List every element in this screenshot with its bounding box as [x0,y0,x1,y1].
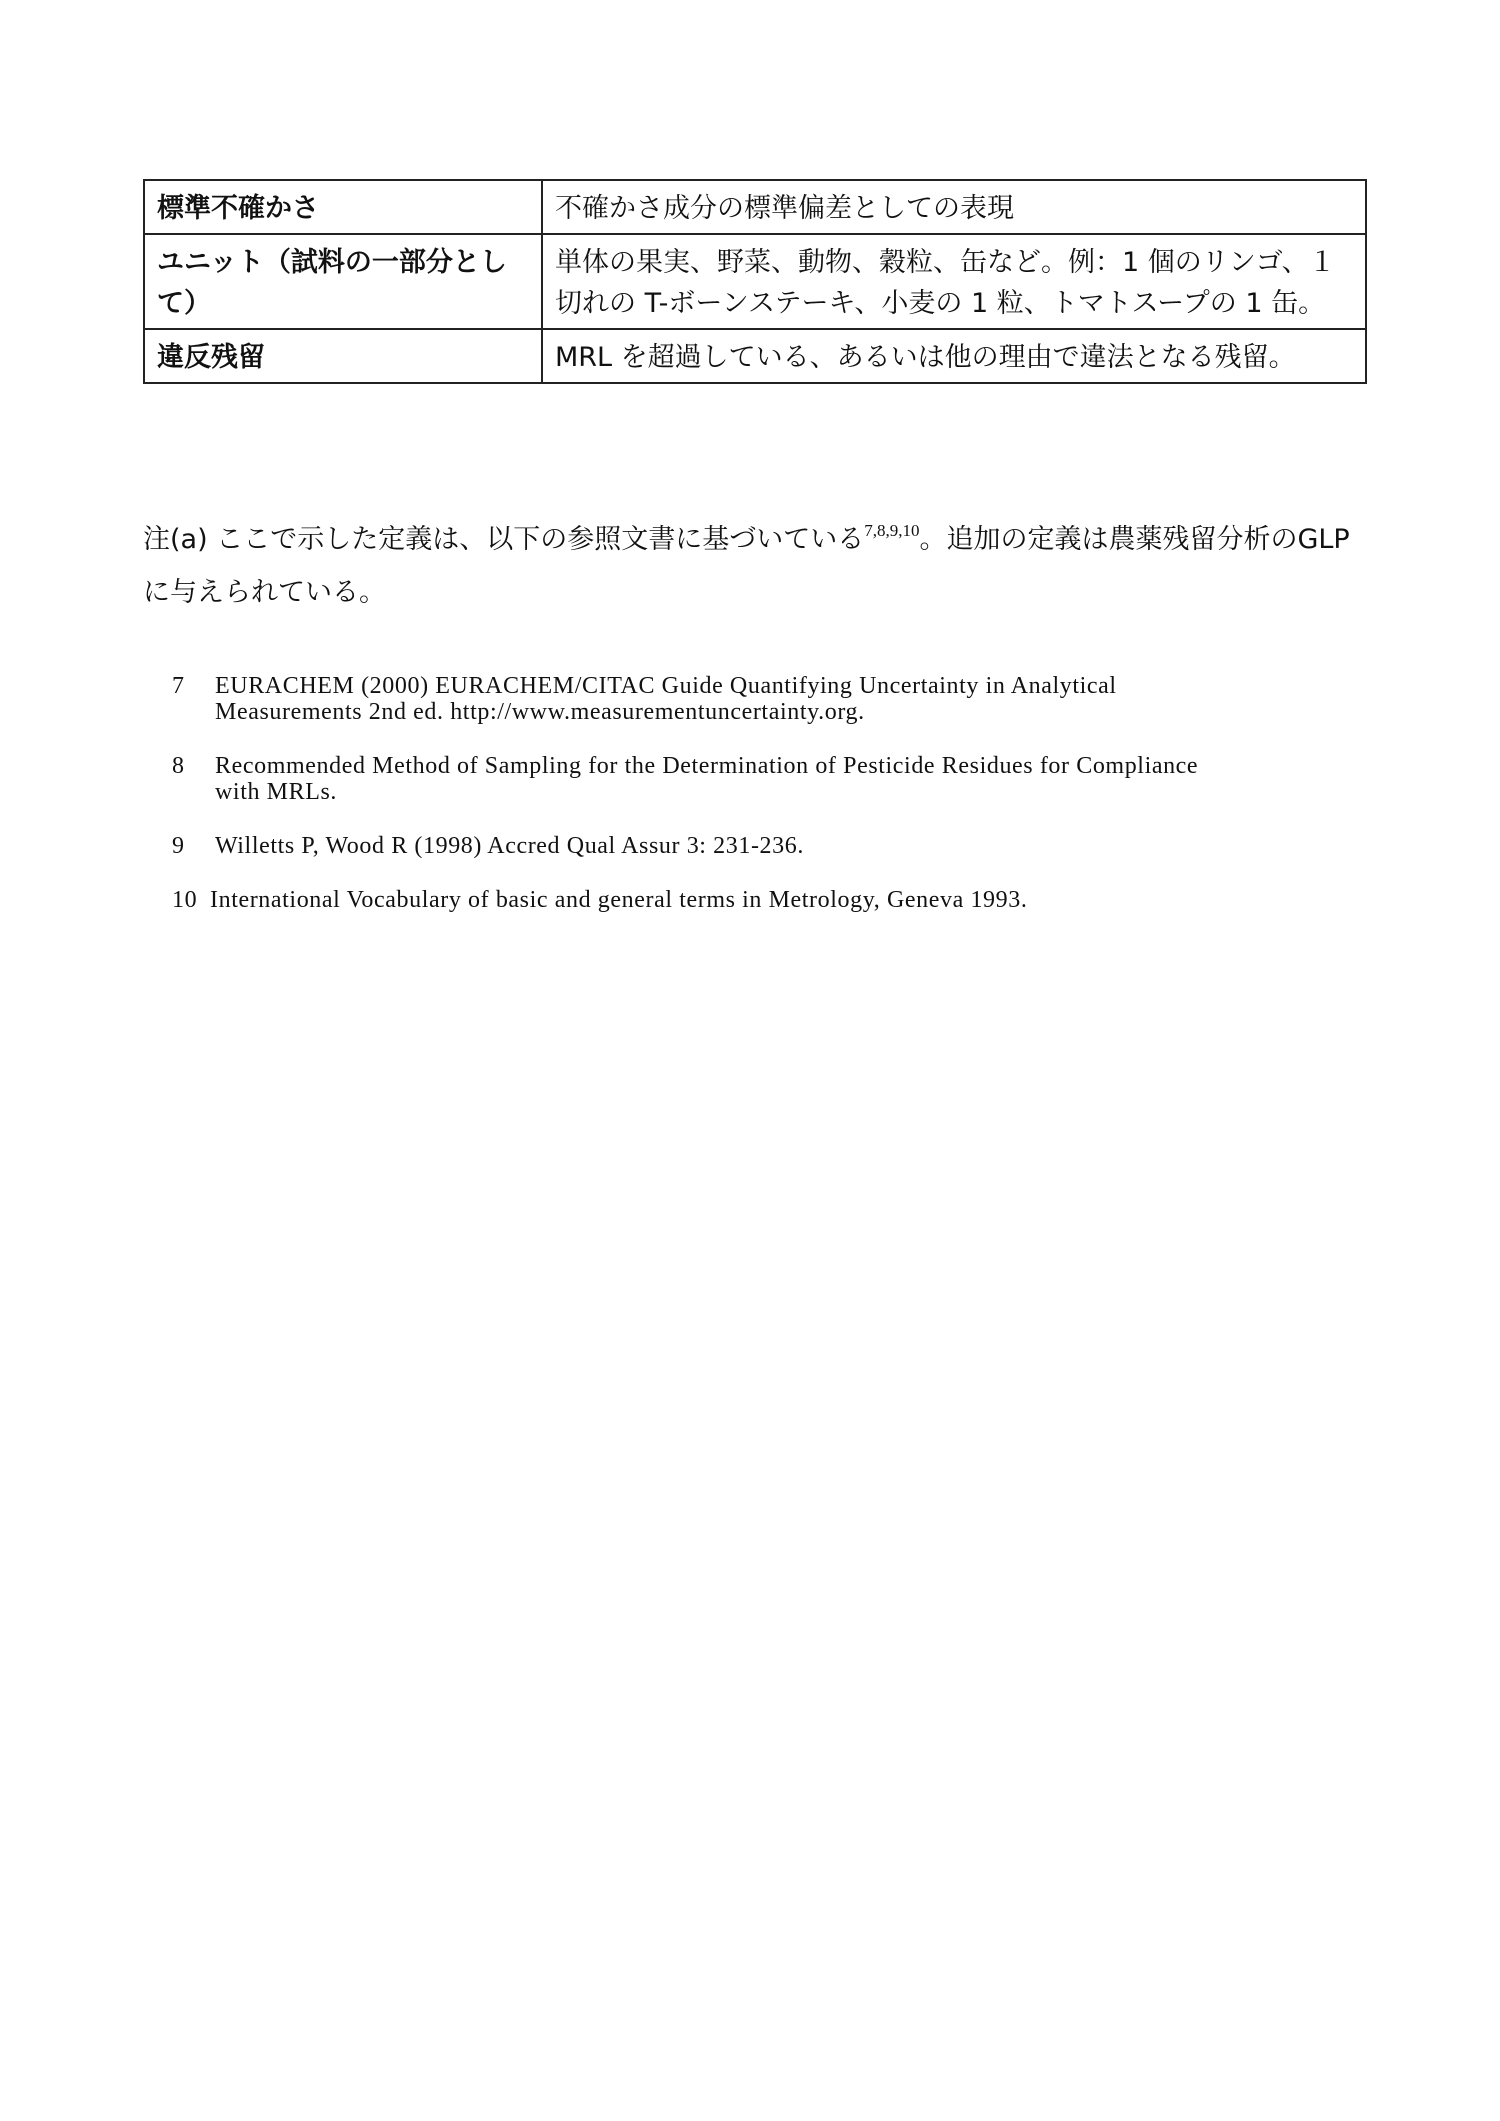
note-text-continued: 。追加の定義は農薬残留分析のGLPに与えられている。 [143,524,1350,608]
reference-line: Measurements 2nd ed. http://www.measurementuncertainty.org. [215,699,865,725]
reference-line: EURACHEM (2000) EURACHEM/CITAC Guide Quantifying Uncertainty in Analytical [215,673,1117,699]
table-row [144,234,1366,329]
reference-line: Willetts P, Wood R (1998) Accred Qual Assur 3: 231-236. [215,833,804,859]
reference-line: Recommended Method of Sampling for the Determination of Pesticide Residues for Compliance [215,753,1199,779]
definitions-table [143,179,1367,384]
reference-number: 8 [172,753,185,779]
reference-list [172,673,1352,941]
reference-superscript: 7,8,9,10 [864,521,920,540]
term-cell: 標準不確かさ [144,180,542,234]
table-row [144,329,1366,383]
table-row [144,180,1366,234]
definition-cell: MRL を超過している、あるいは他の理由で違法となる残留。 [542,329,1366,383]
term-cell: 違反残留 [144,329,542,383]
term-cell: ユニット（試料の一部分として） [144,234,542,329]
reference-item [172,887,1352,913]
reference-number: 7 [172,673,185,699]
reference-item [172,673,1352,725]
reference-number: 9 [172,833,185,859]
reference-line: International Vocabulary of basic and general terms in Metrology, Geneva 1993. [210,887,1028,913]
definition-cell: 不確かさ成分の標準偏差としての表現 [542,180,1366,234]
reference-item [172,833,1352,859]
note-text: 注(a) ここで示した定義は、以下の参照文書に基づいている [143,524,865,555]
footnote-paragraph [143,513,1373,619]
reference-item [172,753,1352,805]
reference-number: 10 [172,887,198,913]
reference-line: with MRLs. [215,779,338,805]
definition-cell: 単体の果実、野菜、動物、穀粒、缶など。例：1 個のリンゴ、１切れの T-ボーンステーキ、小麦の 1 粒、トマトスープの 1 缶。 [542,234,1366,329]
